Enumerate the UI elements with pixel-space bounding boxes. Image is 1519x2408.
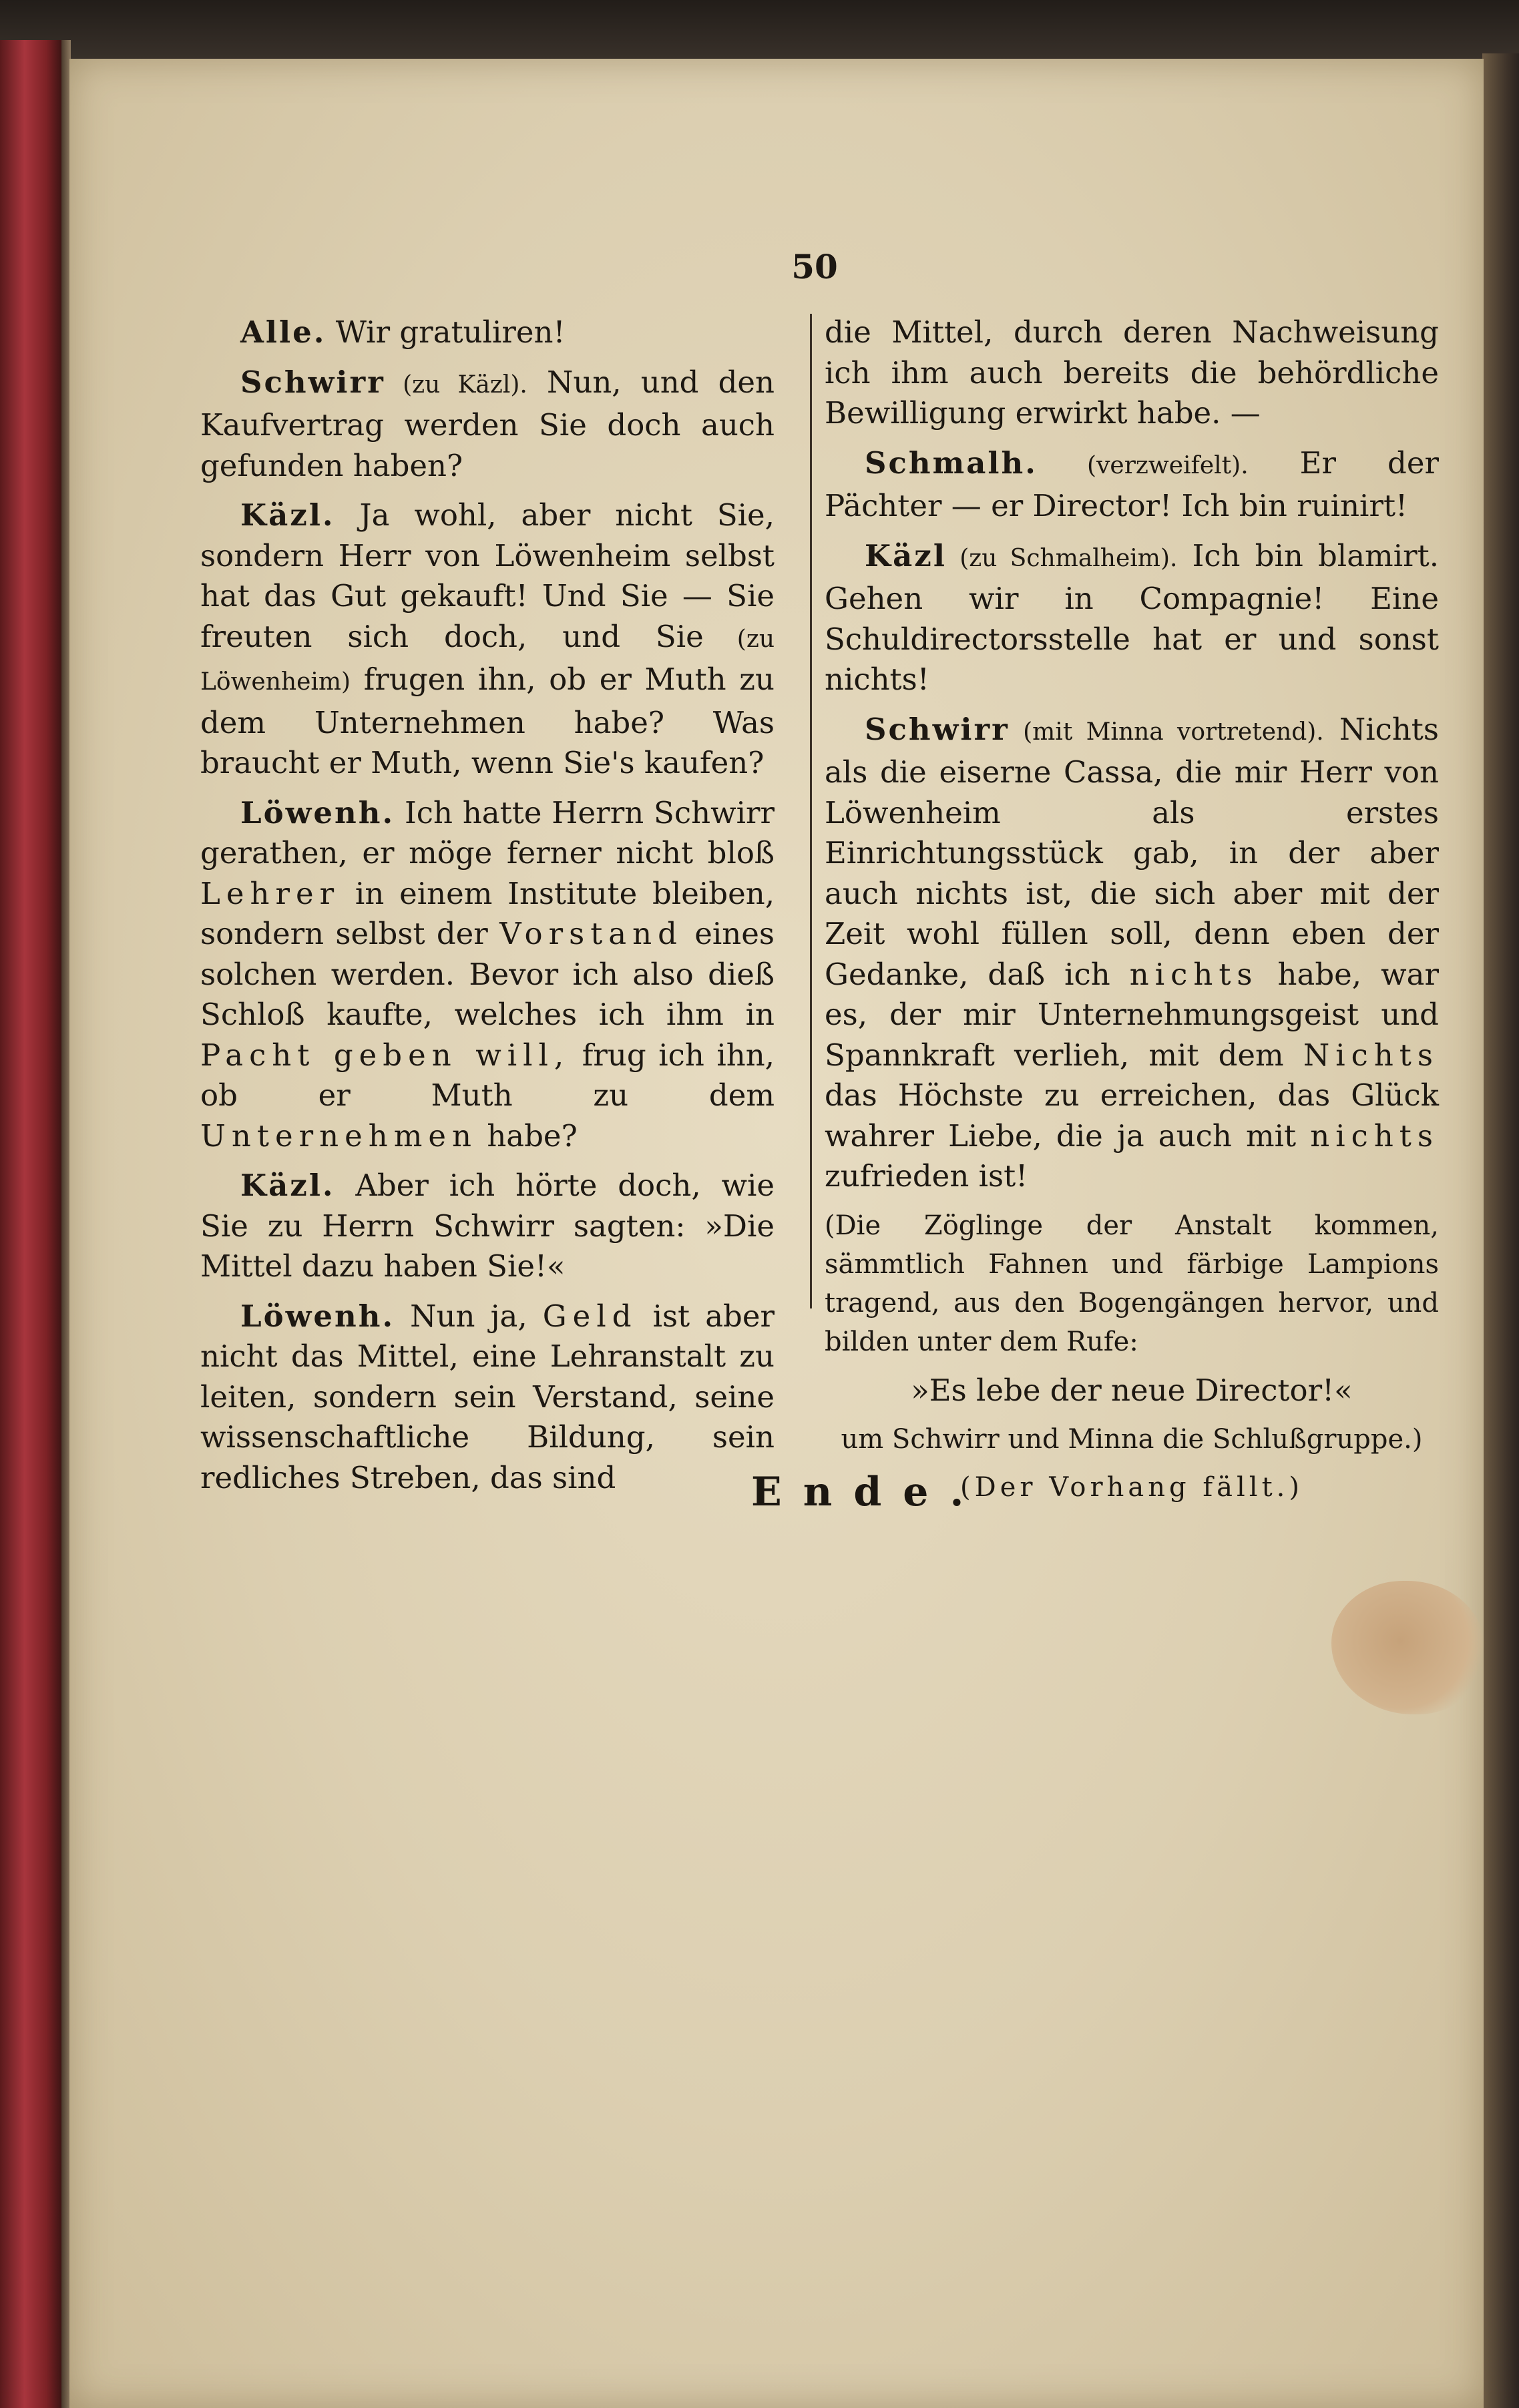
- speech-text: Nun, und den Kaufvertrag werden Sie doch auch gefunden haben?: [200, 364, 775, 483]
- curtain-direction: (Der Vorhang fällt.): [960, 1472, 1303, 1503]
- speech-text: Ja wohl, aber nicht Sie, sondern Herr von Löwenheim selbst hat das Gut gekauft! Und Sie — Sie freuten sich doch, und Sie: [200, 497, 775, 654]
- emphasized-text: Pacht geben will,: [200, 1037, 570, 1073]
- speaker-name: Käzl.: [240, 497, 335, 533]
- speech-text: Ich bin blamirt. Gehen wir in Compagnie! Eine Schuldirectorsstelle hat er und sonst nichts!: [825, 537, 1439, 697]
- speech-text: Er der Pächter — er Director! Ich bin ruinirt!: [825, 445, 1439, 523]
- emphasized-text: nichts: [1310, 1118, 1439, 1154]
- left-column: [200, 312, 775, 1507]
- ende-heading: Ende.: [751, 1469, 986, 1515]
- stage-direction-block: (Die Zöglinge der Anstalt kommen, sämmtlich Fahnen und färbige Lampions tragend, aus den Bogengängen hervor, und bilden unter dem Rufe:: [825, 1210, 1439, 1357]
- speech-alle: [200, 312, 775, 353]
- speech-text: Aber ich hörte doch, wie Sie zu Herrn Schwirr sagten: »Die Mittel dazu haben Sie!«: [200, 1168, 775, 1284]
- speech-kaezl-2: [200, 1166, 775, 1287]
- speech-text: habe?: [477, 1118, 578, 1154]
- speaker-name: Löwenh.: [240, 1298, 395, 1334]
- emphasized-text: Geld: [542, 1298, 638, 1334]
- stage-direction: (verzweifelt).: [1037, 451, 1249, 479]
- speech-text: eines solchen werden. Bevor ich also dieß Schloß kaufte, welches ich ihm in: [200, 916, 775, 1032]
- speech-loewenh: [200, 793, 775, 1157]
- speech-text: das Höchste zu erreichen, das Glück wahrer Liebe, die ja auch mit: [825, 1077, 1439, 1154]
- speech-continuation: die Mittel, durch deren Nachweisung ich ihm auch bereits die behördliche Bewilligung erwirkt habe. —: [825, 314, 1439, 431]
- speaker-name: Alle.: [240, 314, 327, 350]
- speaker-name: Löwenh.: [240, 794, 395, 830]
- speech-schwirr-2: [825, 710, 1439, 1197]
- speech-text: Nun ja,: [395, 1298, 543, 1334]
- scan-background: [0, 0, 1519, 63]
- speech-text: zufrieden ist!: [825, 1158, 1028, 1194]
- speech-schmalh: [825, 443, 1439, 527]
- stage-direction: (zu Löwenheim): [200, 625, 775, 696]
- speech-schwirr: [200, 363, 775, 487]
- speaker-name: Käzl.: [240, 1168, 335, 1203]
- speech-kaezl-3: [825, 536, 1439, 700]
- speaker-name: Schwirr: [865, 711, 1010, 747]
- shout-line: »Es lebe der neue Director!«: [911, 1372, 1353, 1408]
- emphasized-text: Lehrer: [200, 875, 341, 911]
- group-direction: um Schwirr und Minna die Schlußgruppe.): [841, 1424, 1423, 1455]
- stage-direction: (zu Schmalheim).: [946, 544, 1178, 572]
- speaker-name: Schmalh.: [865, 445, 1038, 481]
- speech-kaezl: [200, 495, 775, 784]
- emphasized-text: Unternehmen: [200, 1118, 478, 1154]
- speech-loewenh-2: [200, 1296, 775, 1499]
- page-number: 50: [791, 247, 838, 286]
- column-divider: [810, 314, 812, 1308]
- stage-direction: (mit Minna vortretend).: [1009, 718, 1324, 746]
- speaker-name: Schwirr: [240, 364, 385, 400]
- speech-text: frugen ihn, ob er Muth zu dem Unternehmen habe? Was braucht er Muth, wenn Sie's kaufen?: [200, 662, 775, 780]
- stage-direction: (zu Käzl).: [385, 371, 527, 399]
- speech-text: frug ich ihn, ob er Muth zu dem: [200, 1037, 775, 1113]
- paper-stain: [1331, 1581, 1485, 1714]
- next-page-edge: [1482, 53, 1519, 2408]
- emphasized-text: Vorstand: [499, 916, 683, 951]
- right-column: [825, 312, 1439, 1516]
- speech-text: Nichts als die eiserne Cassa, die mir Herr von Löwenheim als erstes Einrichtungsstück gab, in der aber auch nichts ist, die sich aber mit der Zeit wohl füllen soll, denn eben der Gedanke, daß ich: [825, 711, 1439, 992]
- speech-text: Wir gratuliren!: [326, 314, 566, 350]
- speech-text: ist aber nicht das Mittel, eine Lehranstalt zu leiten, sondern sein Verstand, seine wissenschaftliche Bildung, sein redliches Streben, das sind: [200, 1298, 775, 1495]
- speech-text: Ich hatte Herrn Schwirr gerathen, er möge ferner nicht bloß: [200, 794, 775, 871]
- emphasized-text: nichts: [1129, 956, 1259, 992]
- emphasized-text: Nichts: [1303, 1037, 1439, 1073]
- speaker-name: Käzl: [865, 537, 947, 573]
- speech-text: in einem Institute bleiben, sondern selbst der: [200, 875, 775, 951]
- speech-text: habe, war es, der mir Unternehmungsgeist und Spannkraft verlieh, mit dem: [825, 956, 1439, 1073]
- book-binding: [0, 40, 61, 2408]
